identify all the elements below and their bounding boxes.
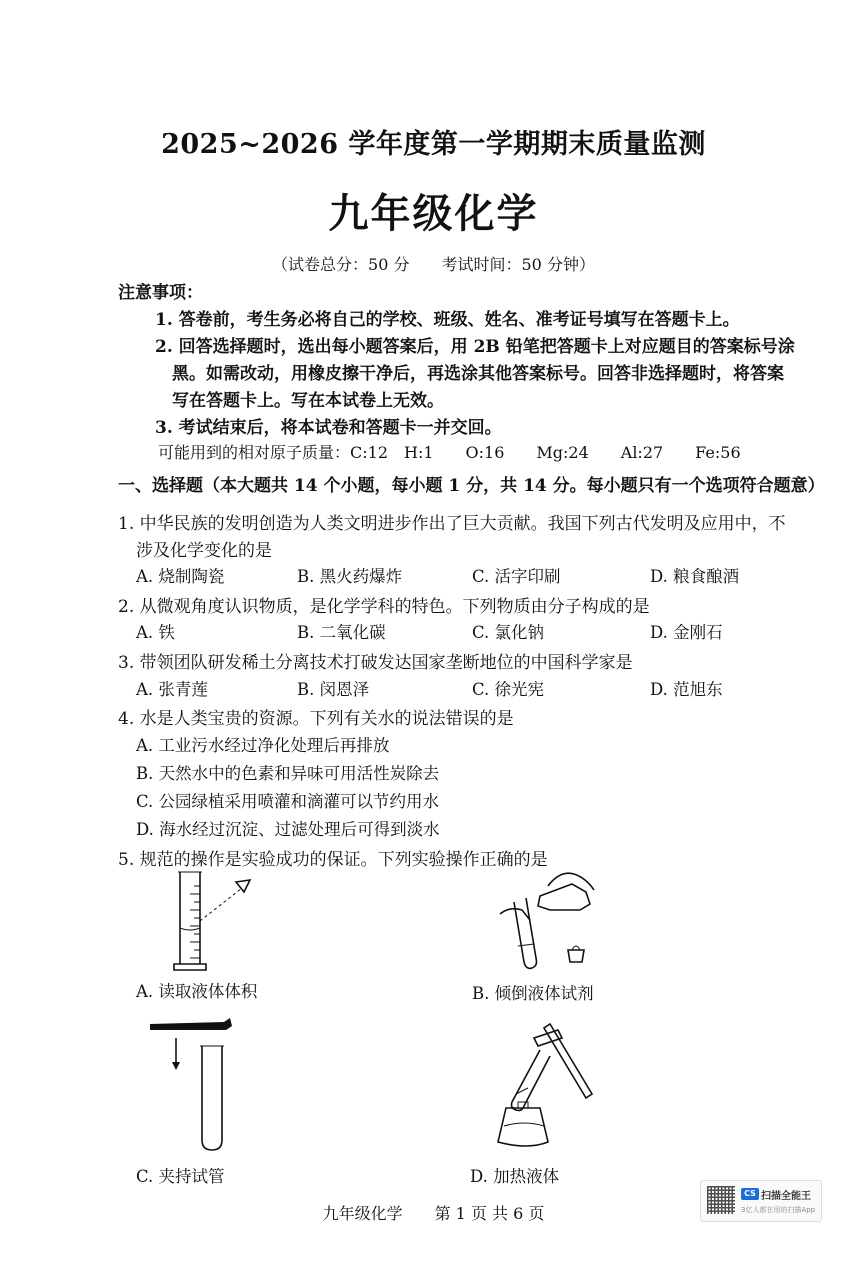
- notice-item: 3. 考试结束后，将本试卷和答题卡一并交回。: [155, 418, 502, 438]
- notice-item: 写在答题卡上。写在本试卷上无效。: [172, 391, 444, 411]
- question-stem: 5. 规范的操作是实验成功的保证。下列实验操作正确的是: [118, 850, 548, 870]
- option: C. 氯化钠: [472, 623, 545, 642]
- option: C. 活字印刷: [472, 567, 561, 586]
- option: D. 加热液体: [470, 1167, 560, 1186]
- scanner-watermark: [700, 1180, 822, 1222]
- subject-title: 九年级化学: [328, 190, 539, 237]
- option: A. 铁: [136, 623, 175, 642]
- option: D. 范旭东: [650, 680, 723, 699]
- watermark-label: 扫描全能王: [761, 1191, 811, 1202]
- qr-code-icon: [707, 1186, 735, 1214]
- option: D. 粮食酿酒: [650, 567, 740, 586]
- pouring-liquid-figure: [490, 866, 610, 976]
- question-stem: 涉及化学变化的是: [136, 541, 272, 561]
- option: B. 闵恩泽: [297, 680, 370, 699]
- option: B. 天然水中的色素和异味可用活性炭除去: [136, 764, 440, 783]
- cs-logo-icon: CS: [741, 1188, 759, 1200]
- option: C. 夹持试管: [136, 1167, 225, 1186]
- notice-item: 2. 回答选择题时，选出每小题答案后，用 2B 铅笔把答题卡上对应题目的答案标号涂: [155, 337, 795, 357]
- question-stem: 3. 带领团队研发稀土分离技术打破发达国家垄断地位的中国科学家是: [118, 653, 633, 673]
- option: A. 读取液体体积: [136, 982, 258, 1001]
- notice-item: 1. 答卷前，考生务必将自己的学校、班级、姓名、准考证号填写在答题卡上。: [155, 310, 740, 330]
- notice-item: 黑。如需改动，用橡皮擦干净后，再选涂其他答案标号。回答非选择题时，将答案: [172, 364, 784, 384]
- option: A. 工业污水经过净化处理后再排放: [136, 736, 390, 755]
- option: B. 倾倒液体试剂: [472, 984, 594, 1003]
- graduated-cylinder-figure: [160, 866, 270, 976]
- option: A. 烧制陶瓷: [136, 567, 225, 586]
- option: A. 张青莲: [136, 680, 208, 699]
- heating-liquid-figure: [488, 1016, 608, 1156]
- option: B. 黑火药爆炸: [297, 567, 403, 586]
- exam-title: 2025~2026 学年度第一学期期末质量监测: [161, 129, 706, 160]
- question-stem: 4. 水是人类宝贵的资源。下列有关水的说法错误的是: [118, 709, 514, 729]
- option: B. 二氧化碳: [297, 623, 386, 642]
- option: D. 海水经过沉淀、过滤处理后可得到淡水: [136, 820, 440, 839]
- page-footer: 九年级化学 第 1 页 共 6 页: [322, 1204, 545, 1223]
- notice-heading: 注意事项：: [118, 283, 203, 303]
- option: D. 金刚石: [650, 623, 723, 642]
- question-stem: 2. 从微观角度认识物质，是化学学科的特色。下列物质由分子构成的是: [118, 597, 650, 617]
- test-tube-clamp-figure: [140, 1016, 250, 1156]
- option: C. 徐光宪: [472, 680, 545, 699]
- watermark-sub: 3亿人都在用的扫描App: [741, 1206, 816, 1214]
- exam-meta: （试卷总分：50 分 考试时间：50 分钟）: [272, 255, 595, 274]
- atomic-mass-line: 可能用到的相对原子质量：C:12 H:1 O:16 Mg:24 Al:27 Fe:56: [158, 443, 741, 462]
- question-stem: 1. 中华民族的发明创造为人类文明进步作出了巨大贡献。我国下列古代发明及应用中，不: [118, 514, 786, 534]
- option: C. 公园绿植采用喷灌和滴灌可以节约用水: [136, 792, 440, 811]
- section-heading: 一、选择题（本大题共 14 个小题，每小题 1 分，共 14 分。每小题只有一个选项符合题意）: [118, 476, 825, 496]
